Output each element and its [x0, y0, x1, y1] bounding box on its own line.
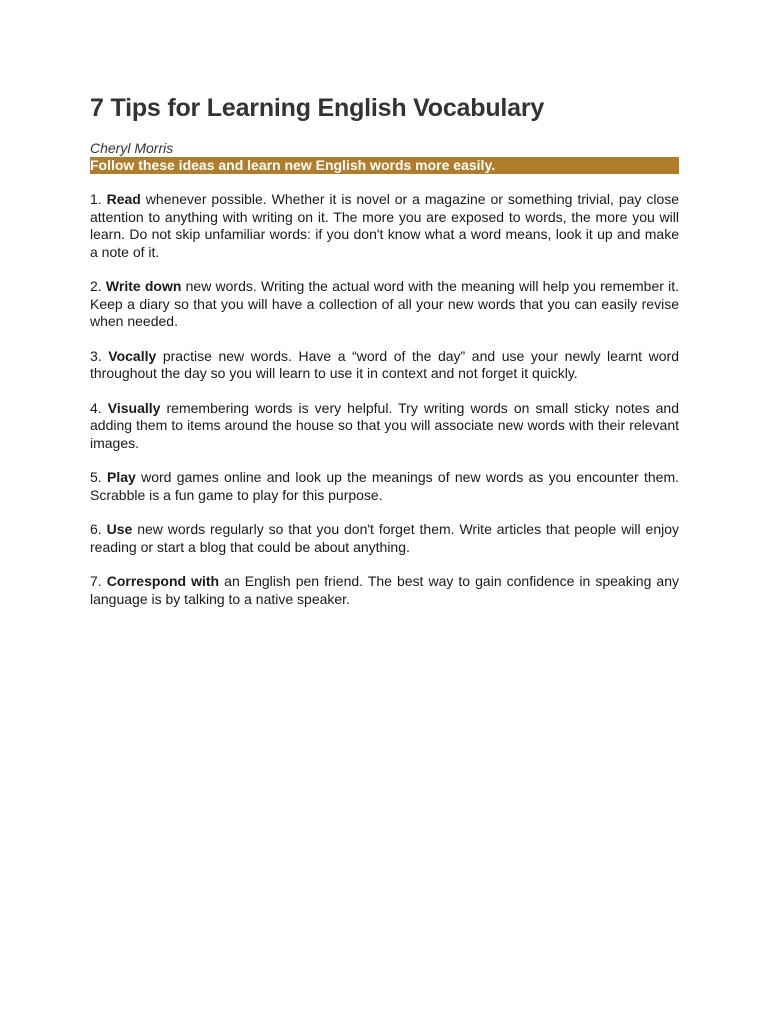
tip-text: new words regularly so that you don't forget them. Write articles that people will enjoy reading or start a blog that could be about anything.: [90, 521, 679, 555]
tip-keyword: Play: [106, 469, 136, 485]
tip-text: whenever possible. Whether it is novel or a magazine or something trivial, pay close attention to anything with writing on it. The more you are exposed to words, the more you will learn. Do not skip unfamiliar words: if you don't know what a word means, look it up and make a note of it.: [90, 191, 680, 260]
tip-number: 3.: [90, 347, 102, 364]
tip-number: 7.: [90, 573, 102, 589]
author-name: Cheryl Morris: [90, 140, 174, 156]
tip-number: 2.: [90, 278, 102, 294]
tip-text: new words. Writing the actual word with the meaning will help you remember it. Keep a diary so that you will have a collection of all your new words that you can easily revise when needed.: [90, 278, 680, 329]
tip-text: remembering words is very helpful. Try writing words on small sticky notes and adding them to items around the house so that you will associate new words with their relevant images.: [90, 399, 680, 451]
tip-keyword: Write down: [105, 278, 182, 294]
tip-number: 4.: [90, 399, 102, 416]
tip-item: [90, 278, 679, 331]
tip-item: [90, 348, 679, 383]
document-page: [90, 92, 679, 625]
tip-item: [90, 191, 679, 261]
tip-text: an English pen friend. The best way to gain confidence in speaking any language is by talking to a native speaker.: [90, 573, 679, 607]
tip-item: [90, 573, 679, 608]
tip-keyword: Vocally: [108, 347, 157, 364]
tip-keyword: Visually: [107, 399, 161, 416]
tip-item: [90, 521, 679, 556]
tip-number: 5.: [90, 469, 102, 485]
tip-item: [90, 469, 679, 504]
tip-text: practise new words. Have a “word of the day” and use your newly learnt word throughout the day so you will learn to use it in context and not forget it quickly.: [90, 347, 679, 381]
tip-item: [90, 400, 679, 453]
tips-list: [90, 191, 679, 608]
tip-keyword: Use: [106, 521, 133, 537]
tip-keyword: Correspond with: [106, 573, 220, 589]
tip-keyword: Read: [106, 191, 141, 207]
subtitle-banner: Follow these ideas and learn new English words more easily.: [90, 157, 679, 174]
tip-number: 6.: [90, 521, 102, 537]
tip-number: 1.: [90, 191, 102, 207]
tip-text: word games online and look up the meanings of new words as you encounter them. Scrabble is a fun game to play for this purpose.: [90, 469, 680, 503]
document-title: 7 Tips for Learning English Vocabulary: [90, 94, 545, 122]
